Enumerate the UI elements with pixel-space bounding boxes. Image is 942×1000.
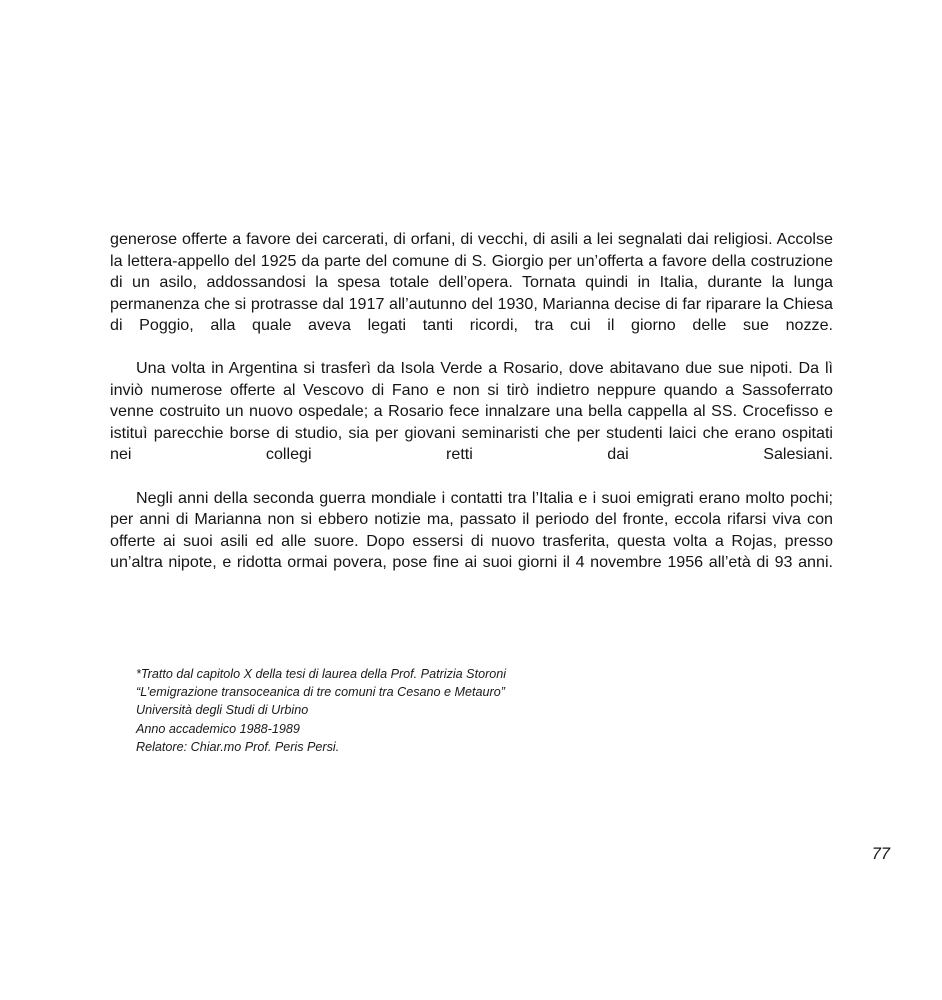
source-footnote bbox=[136, 665, 736, 756]
body-text-column bbox=[110, 229, 833, 595]
footnote-line-2: “L’emigrazione transoceanica di tre comuni tra Cesano e Metauro” bbox=[136, 685, 505, 700]
footnote-line-3: Università degli Studi di Urbino bbox=[136, 703, 309, 718]
footnote-line-4: Anno accademico 1988-1989 bbox=[136, 721, 300, 736]
page-number: 77 bbox=[871, 845, 890, 863]
paragraph-1: generose offerte a favore dei carcerati, di orfani, di vecchi, di asili a lei segnalati dai religiosi. Accolse la lettera-appello del 1925 da parte del comune di S. Giorgio per un’offerta a favore della costruzione di un asilo, addossandosi la spesa totale dell’opera. Tornata quindi in Italia, durante la lunga permanenza che si protrasse dal 1917 all’autunno del 1930, Marianna decise di far riparare la Chiesa di Poggio, alla quale aveva legati tanti ricordi, tra cui il giorno delle sue nozze. bbox=[110, 230, 833, 335]
paragraph-3: Negli anni della seconda guerra mondiale i contatti tra l’Italia e i suoi emigrati erano molto pochi; per anni di Marianna non si ebbero notizie ma, passato il periodo del fronte, eccola rifarsi viva con offerte ai suoi asili ed alle suore. Dopo essersi di nuovo trasferita, questa volta a Rojas, presso un’altra nipote, e ridotta ormai povera, pose fine ai suoi giorni il 4 novembre 1956 all’età di 93 anni. bbox=[110, 488, 833, 572]
footnote-line-5: Relatore: Chiar.mo Prof. Peris Persi. bbox=[136, 739, 340, 754]
paragraph-2: Una volta in Argentina si trasferì da Isola Verde a Rosario, dove abitavano due sue nipoti. Da lì inviò numerose offerte al Vescovo di Fano e non si tirò indietro neppure quando a Sassoferrato venne costruito un nuovo ospedale; a Rosario fece innalzare una bella cappella al SS. Crocefisso e istituì parecchie borse di studio, sia per giovani seminaristi che per studenti laici che erano ospitati nei collegi retti dai Salesiani. bbox=[110, 359, 833, 464]
footnote-line-1: *Tratto dal capitolo X della tesi di laurea della Prof. Patrizia Storoni bbox=[136, 667, 507, 681]
